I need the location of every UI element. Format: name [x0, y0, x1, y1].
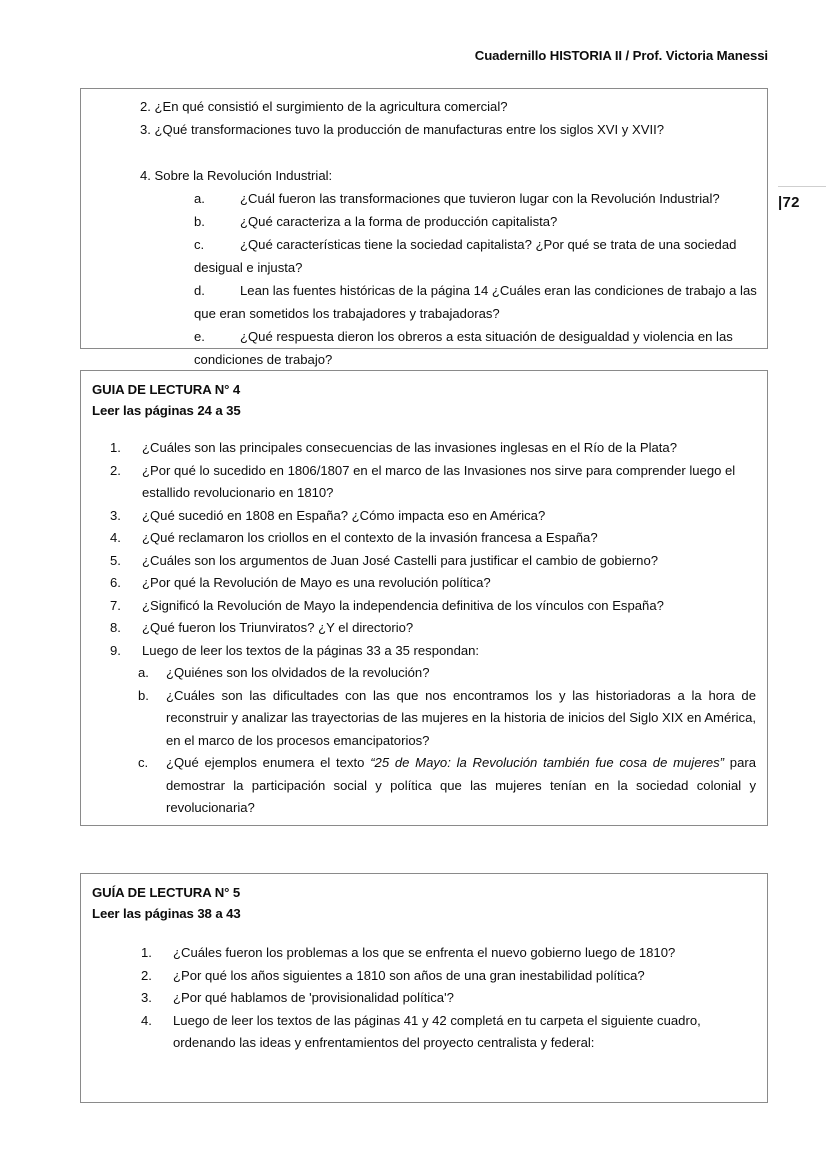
item-text: ¿Qué fueron los Triunviratos? ¿Y el directorio? [142, 620, 414, 635]
subitem-text-after: para demostrar la participación social y política que las mujeres tenían en la sociedad colonial y revolucionaria? [166, 755, 756, 815]
item-marker: 2. [141, 967, 152, 983]
list-item [110, 527, 756, 550]
box1-subitem-d-text: Lean las fuentes históricas de la página 14 ¿Cuáles eran las condiciones de trabajo a las que eran sometidos los trabajadores y trabajadoras? [194, 283, 757, 321]
box1-question-3: 3. ¿Qué transformaciones tuvo la producción de manufacturas entre los siglos XVI y XVII? [140, 122, 665, 137]
list-item [110, 595, 756, 618]
list-item [110, 572, 756, 595]
subitem-text-before: ¿Qué ejemplos enumera el texto [166, 755, 371, 770]
box1-subitem-c-text: ¿Qué características tiene la sociedad capitalista? ¿Por qué se trata de una sociedad desigual e injusta? [194, 237, 737, 275]
item-marker: 6. [110, 575, 121, 590]
box1-subitem-a-text: ¿Cuál fueron las transformaciones que tuvieron lugar con la Revolución Industrial? [240, 191, 720, 206]
list-item [110, 550, 756, 573]
questions-box-continued [80, 88, 768, 367]
box1-question-2: 2. ¿En qué consistió el surgimiento de la agricultura comercial? [140, 99, 508, 114]
item-text: ¿Cuáles son las principales consecuencias de las invasiones inglesas en el Río de la Plata? [142, 440, 677, 455]
item-marker: 4. [141, 1012, 152, 1028]
box1-subitem-c [194, 233, 765, 279]
list-item [141, 965, 741, 988]
guide-5-title: GUÍA DE LECTURA N° 5 [92, 885, 241, 900]
item-text: ¿Qué sucedió en 1808 en España? ¿Cómo impacta eso en América? [142, 507, 546, 523]
item-marker: 4. [110, 530, 121, 545]
sublist-item [138, 662, 756, 685]
item-marker: 2. [110, 462, 121, 478]
box1-subitem-d [194, 279, 765, 325]
item-marker: 7. [110, 597, 121, 613]
item-text: ¿Qué reclamaron los criollos en el contexto de la invasión francesa a España? [142, 530, 598, 545]
box1-subitem-b [194, 210, 765, 233]
list-item [110, 460, 756, 505]
list-item [110, 505, 756, 528]
box1-subitem-e-marker: e. [194, 329, 205, 344]
box1-subitem-e-text: ¿Qué respuesta dieron los obreros a esta situación de desigualdad y violencia en las condiciones de trabajo? [194, 329, 733, 367]
item-text: ¿Significó la Revolución de Mayo la independencia definitiva de los vínculos con España? [142, 597, 664, 613]
box1-content [140, 95, 765, 371]
item-marker: 5. [110, 552, 121, 568]
item-marker: 3. [110, 507, 121, 523]
guide-4-question-list [110, 437, 756, 820]
subitem-marker: b. [138, 687, 149, 703]
item-text: ¿Por qué hablamos de 'provisionalidad política'? [173, 990, 454, 1005]
box1-subitem-a-marker: a. [194, 191, 205, 206]
page-number-marker [778, 186, 828, 211]
guide-4-subtitle: Leer las páginas 24 a 35 [92, 403, 241, 418]
box1-spacer [140, 141, 765, 164]
guide-box-4 [80, 370, 768, 826]
item-text: ¿Cuáles fueron los problemas a los que se enfrenta el nuevo gobierno luego de 1810? [173, 945, 676, 960]
item-marker: 1. [110, 440, 121, 455]
box1-subitem-a [194, 187, 765, 210]
guide-5-heading [92, 882, 241, 924]
guide-box-5 [80, 873, 768, 1103]
item-marker: 9. [110, 642, 121, 658]
list-item [141, 942, 741, 965]
item-text: Luego de leer los textos de la páginas 33 a 35 respondan: [142, 642, 480, 658]
sublist-item [138, 685, 756, 753]
page-marker-rule [778, 186, 826, 187]
box1-question-4-intro: 4. Sobre la Revolución Industrial: [140, 168, 333, 183]
list-item [110, 437, 756, 460]
guide-4-heading [92, 379, 241, 421]
guide-5-question-list [141, 942, 741, 1055]
subitem-marker: a. [138, 665, 149, 680]
item-text: Luego de leer los textos de las páginas 41 y 42 completá en tu carpeta el siguiente cuadro, ordenando las ideas y enfrentamientos del proyecto centralista y federal: [173, 1012, 701, 1050]
box1-subitem-d-marker: d. [194, 283, 205, 298]
guide-4-sublist [138, 662, 756, 820]
guide-4-title: GUIA DE LECTURA N° 4 [92, 382, 241, 397]
box1-subitem-e [194, 325, 765, 371]
page-number: |72 [778, 194, 800, 211]
item-marker: 1. [141, 945, 152, 960]
page-header-title: Cuadernillo HISTORIA II / Prof. Victoria Manessi [474, 48, 768, 63]
list-item [141, 1010, 741, 1055]
item-text: ¿Por qué los años siguientes a 1810 son años de una gran inestabilidad política? [173, 967, 645, 983]
subitem-marker: c. [138, 755, 149, 770]
box1-subitem-c-marker: c. [194, 237, 205, 252]
list-item [110, 617, 756, 640]
item-text: ¿Por qué la Revolución de Mayo es una revolución política? [142, 575, 491, 590]
subitem-text: ¿Cuáles son las dificultades con las que nos encontramos los y las historiadoras a la hora de reconstruir y analizar las trayectorias de las mujeres en la historia de inicios del Siglo XIX en América, en el marco de los procesos emancipatorios? [166, 687, 756, 748]
cited-text-title: “25 de Mayo: la Revolución también fue cosa de mujeres” [370, 755, 725, 770]
box1-subitem-b-marker: b. [194, 214, 205, 229]
subitem-text [166, 752, 756, 820]
item-marker: 8. [110, 620, 121, 635]
guide-5-subtitle: Leer las páginas 38 a 43 [92, 906, 241, 921]
box1-subitem-b-text: ¿Qué caracteriza a la forma de producción capitalista? [240, 214, 558, 229]
item-text: ¿Cuáles son los argumentos de Juan José Castelli para justificar el cambio de gobierno? [142, 552, 659, 568]
item-marker: 3. [141, 990, 152, 1005]
item-text: ¿Por qué lo sucedido en 1806/1807 en el marco de las Invasiones nos sirve para comprender luego el estallido revolucionario en 1810? [142, 462, 736, 500]
sublist-item [138, 752, 756, 820]
subitem-text: ¿Quiénes son los olvidados de la revolución? [166, 665, 430, 680]
list-item [110, 640, 756, 820]
list-item [141, 987, 741, 1010]
